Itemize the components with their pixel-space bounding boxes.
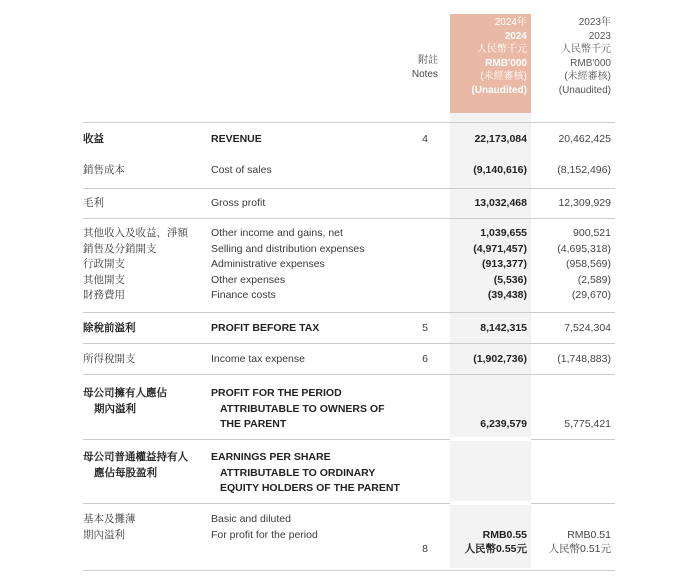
row-note: 5 [422, 322, 428, 334]
row-label-en: REVENUE [211, 133, 262, 145]
divider [83, 374, 615, 375]
header-2024-year-zh: 2024年 [494, 17, 527, 28]
divider [83, 188, 615, 189]
row-value-2023: 7,524,304 [564, 322, 611, 334]
row-label-zh: 財務費用 [83, 289, 125, 301]
row-note: 4 [422, 133, 428, 145]
row-label-zh: 除稅前溢利 [83, 322, 136, 334]
row-label-en: ATTRIBUTABLE TO ORDINARY [220, 466, 376, 479]
row-label-zh: 應佔每股盈利 [94, 466, 157, 479]
row-label-zh: 期內溢利 [94, 402, 136, 415]
row-value-2023: (4,695,318) [557, 242, 611, 255]
row-value-2024: (9,140,616) [473, 164, 527, 176]
row-label-zh: 銷售成本 [83, 164, 125, 176]
divider [83, 218, 615, 219]
notes-header-en: Notes [411, 68, 438, 80]
column-2024-header [450, 16, 527, 98]
column-2023-header [531, 16, 611, 98]
column-2024-shading [450, 113, 531, 568]
row-value-2024: (5,536) [493, 273, 527, 286]
row-label-zh: 其他開支 [83, 273, 125, 286]
row-label-en: ATTRIBUTABLE TO OWNERS OF [220, 402, 385, 415]
row-label-zh: 母公司擁有人應佔 [83, 387, 167, 399]
row-label-en: Basic and diluted [211, 513, 291, 525]
row-label-zh: 其他收入及收益，淨額 [83, 227, 188, 239]
row-value-2023: 20,462,425 [558, 133, 611, 145]
header-2023-unit-zh: 人民幣千元 [561, 44, 611, 56]
header-2023-unit: RMB'000 [570, 57, 611, 69]
row-label-en: Other expenses [211, 273, 286, 286]
header-2023-audit: (Unaudited) [558, 84, 611, 96]
header-2024-audit-zh: (未經審核) [480, 71, 527, 83]
row-label-en: Cost of sales [211, 164, 272, 176]
eps-value-2024-zh: 人民幣0.55元 [464, 543, 527, 555]
header-2023-year-zh: 2023年 [578, 17, 611, 28]
divider [83, 122, 615, 123]
header-2024-year: 2024 [504, 30, 527, 42]
column-gap [450, 501, 531, 505]
row-value-2023: 12,309,929 [558, 197, 611, 209]
row-label-zh: 期內溢利 [83, 528, 125, 541]
row-value-2023: 5,775,421 [564, 418, 611, 430]
row-label-zh: 母公司普通權益持有人 [83, 451, 188, 463]
row-value-2024: 8,142,315 [480, 322, 527, 334]
header-2024-unit-zh: 人民幣千元 [477, 44, 527, 56]
column-gap [450, 437, 531, 441]
row-label-en: PROFIT BEFORE TAX [211, 322, 320, 334]
row-value-2023: (29,670) [571, 289, 611, 301]
header-2024-audit: (Unaudited) [471, 84, 527, 96]
row-label-zh: 銷售及分銷開支 [83, 242, 157, 255]
divider [83, 439, 615, 440]
row-label-en: Selling and distribution expenses [211, 242, 365, 255]
header-2024-unit: RMB'000 [485, 57, 527, 69]
row-label-en: Finance costs [211, 289, 276, 301]
eps-value-2023: RMB0.51 [567, 528, 611, 541]
row-label-en: Income tax expense [211, 353, 305, 365]
row-label-zh: 毛利 [83, 197, 104, 209]
divider [83, 503, 615, 504]
row-value-2024: (1,902,736) [473, 353, 527, 365]
divider [83, 312, 615, 313]
row-value-2024: 22,173,084 [474, 133, 527, 145]
row-label-zh: 所得稅開支 [83, 353, 136, 365]
row-note: 6 [422, 353, 428, 365]
row-label-en: For profit for the period [211, 528, 318, 541]
header-2023-audit-zh: (未經審核) [564, 71, 611, 83]
row-value-2023: (2,589) [577, 273, 611, 286]
row-note: 8 [422, 543, 428, 555]
notes-header-zh: 附註 [418, 55, 438, 66]
row-value-2024: 13,032,468 [474, 197, 527, 209]
row-value-2024: 6,239,579 [480, 418, 527, 430]
row-label-zh: 收益 [83, 133, 104, 145]
row-value-2024: (4,971,457) [473, 242, 527, 255]
row-label-en: EARNINGS PER SHARE [211, 451, 331, 463]
row-label-en: Gross profit [211, 197, 266, 209]
eps-value-2024: RMB0.55 [482, 528, 527, 541]
row-label-en: PROFIT FOR THE PERIOD [211, 387, 342, 399]
row-value-2024: (913,377) [482, 258, 527, 270]
row-label-en: EQUITY HOLDERS OF THE PARENT [220, 482, 400, 494]
header-2023-year: 2023 [588, 30, 611, 42]
divider [83, 570, 615, 571]
row-value-2024: 1,039,655 [480, 227, 527, 239]
row-label-zh: 基本及攤薄 [83, 513, 136, 525]
row-label-en: Other income and gains, net [211, 227, 343, 239]
row-label-en: Administrative expenses [211, 258, 325, 270]
row-label-zh: 行政開支 [83, 258, 125, 270]
row-value-2023: 900,521 [573, 227, 611, 239]
notes-column-header [400, 54, 438, 81]
row-value-2023: (8,152,496) [557, 164, 611, 176]
row-value-2023: (1,748,883) [557, 353, 611, 365]
row-value-2024: (39,438) [487, 289, 527, 301]
divider [83, 343, 615, 344]
row-label-en: THE PARENT [220, 418, 287, 430]
eps-value-2023-zh: 人民幣0.51元 [548, 543, 611, 555]
row-value-2023: (958,569) [566, 258, 611, 270]
